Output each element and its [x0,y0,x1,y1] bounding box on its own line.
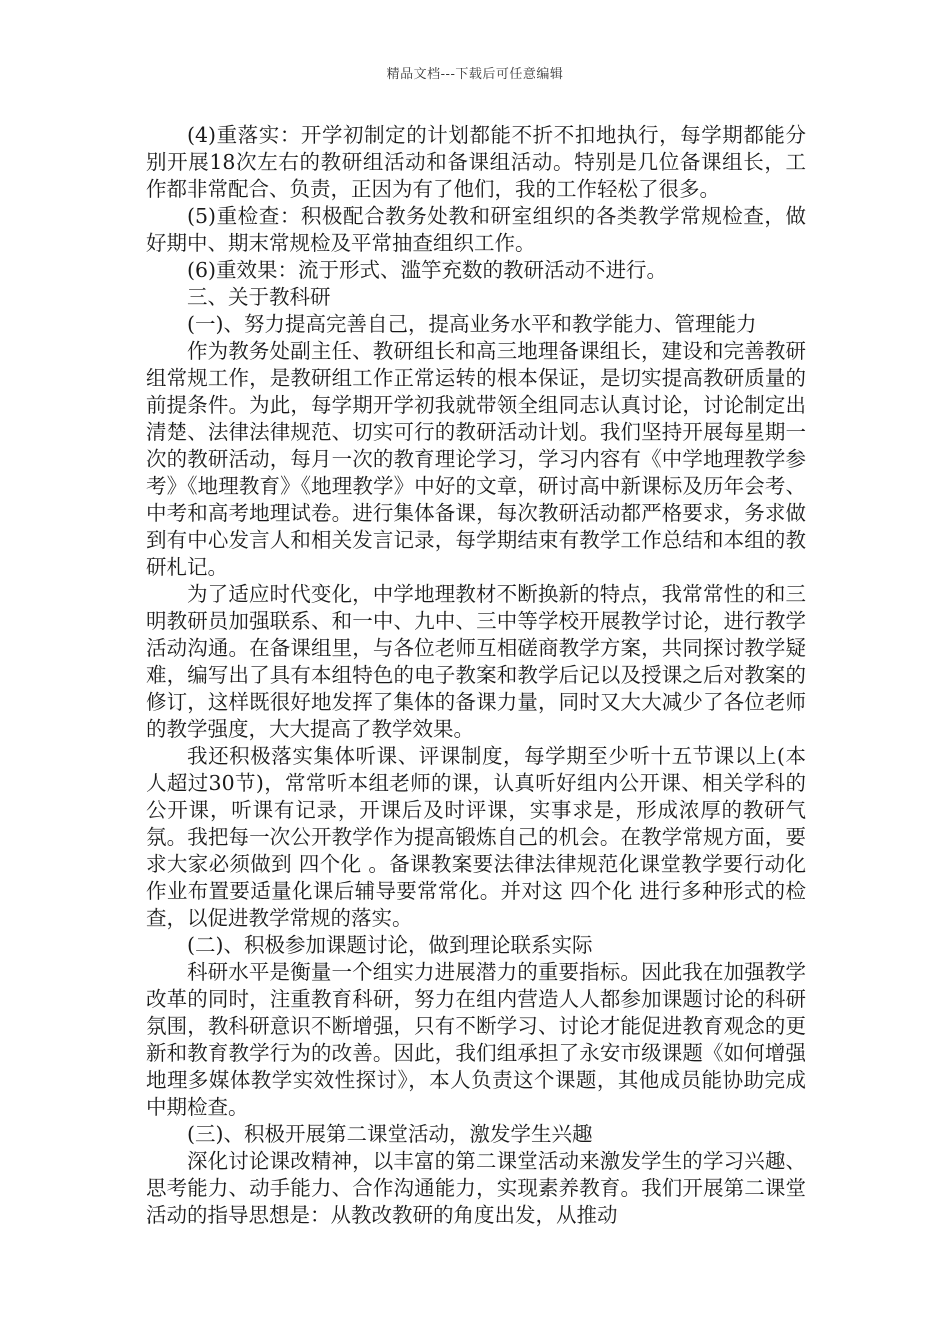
paragraph-lesson-observation: 我还积极落实集体听课、评课制度，每学期至少听十五节课以上(本人超过30节)，常常听本组老师的课，认真听好组内公开课、相关学科的公开课，听课有记录，开课后及时评课，实事求是，形成浓厚的教研气氛。我把每一次公开教学作为提高锻炼自己的机会。在教学常规方面，要求大家必须做到 四个化 。备课教案要法律法律规范化课堂教学要行动化作业布置要适量化课后辅导要常常化。并对这 四个化 进行多种形式的检查，以促进教学常规的落实。 [146,744,806,930]
section-heading-research: 三、关于教科研 [187,285,331,309]
document-body [146,122,806,1229]
paragraph-research-level: 科研水平是衡量一个组实力进展潜力的重要指标。因此我在加强教学改革的同时，注重教育科研，努力在组内营造人人都参加课题讨论的科研氛围，教科研意识不断增强，只有不断学习、讨论才能促进教育观念的更新和教育教学行为的改善。因此，我们组承担了永安市级课题《如何增强地理多媒体教学实效性探讨》，本人负责这个课题，其他成员能协助完成中期检查。 [146,960,806,1119]
subsection-heading-research-topics: (二)、积极参加课题讨论，做到理论联系实际 [187,933,593,957]
paragraph-teaching-group-work: 作为教务处副主任、教研组长和高三地理备课组长，建设和完善教研组常规工作，是教研组工作正常运转的根本保证，是切实提高教研质量的前提条件。为此，每学期开学初我就带领全组同志认真讨论，讨论制定出清楚、法律法律规范、切实可行的教研活动计划。我们坚持开展每星期一次的教研活动，每月一次的教育理论学习，学习内容有《中学地理教学参考》《地理教育》《地理教学》中好的文章，研讨高中新课标及历年会考、中考和高考地理试卷。进行集体备课，每次教研活动都严格要求，务求做到有中心发言人和相关发言记录，每学期结束有教学工作总结和本组的教研札记。 [146,339,806,579]
subsection-heading-second-classroom: (三)、积极开展第二课堂活动，激发学生兴趣 [187,1122,593,1146]
paragraph-adapting-to-change: 为了适应时代变化，中学地理教材不断换新的特点，我常常性的和三明教研员加强联系、和一中、九中、三中等学校开展教学讨论，进行教学活动沟通。在备课组里，与各位老师互相磋商教学方案，共同探讨教学疑难，编写出了具有本组特色的电子教案和教学后记以及授课之后对教案的修订，这样既很好地发挥了集体的备课力量，同时又大大减少了各位老师的教学强度，大大提高了教学效果。 [146,582,806,741]
page-header: 精品文档---下载后可任意编辑 [386,67,564,82]
paragraph-inspection: (5)重检查：积极配合教务处教和研室组织的各类教学常规检查，做好期中、期末常规检及平常抽查组织工作。 [146,204,806,255]
paragraph-effect: (6)重效果：流于形式、滥竽充数的教研活动不进行。 [187,258,668,282]
paragraph-second-classroom: 深化讨论课改精神，以丰富的第二课堂活动来激发学生的学习兴趣、思考能力、动手能力、合作沟通能力，实现素养教育。我们开展第二课堂活动的指导思想是：从教改教研的角度出发，从推动 [146,1149,806,1227]
paragraph-implementation: (4)重落实：开学初制定的计划都能不折不扣地执行，每学期都能分别开展18次左右的教研组活动和备课组活动。特别是几位备课组长，工作都非常配合、负责，正因为有了他们，我的工作轻松了很多。 [146,123,806,201]
subsection-heading-self-improvement: (一)、努力提高完善自己，提高业务水平和教学能力、管理能力 [187,312,757,336]
